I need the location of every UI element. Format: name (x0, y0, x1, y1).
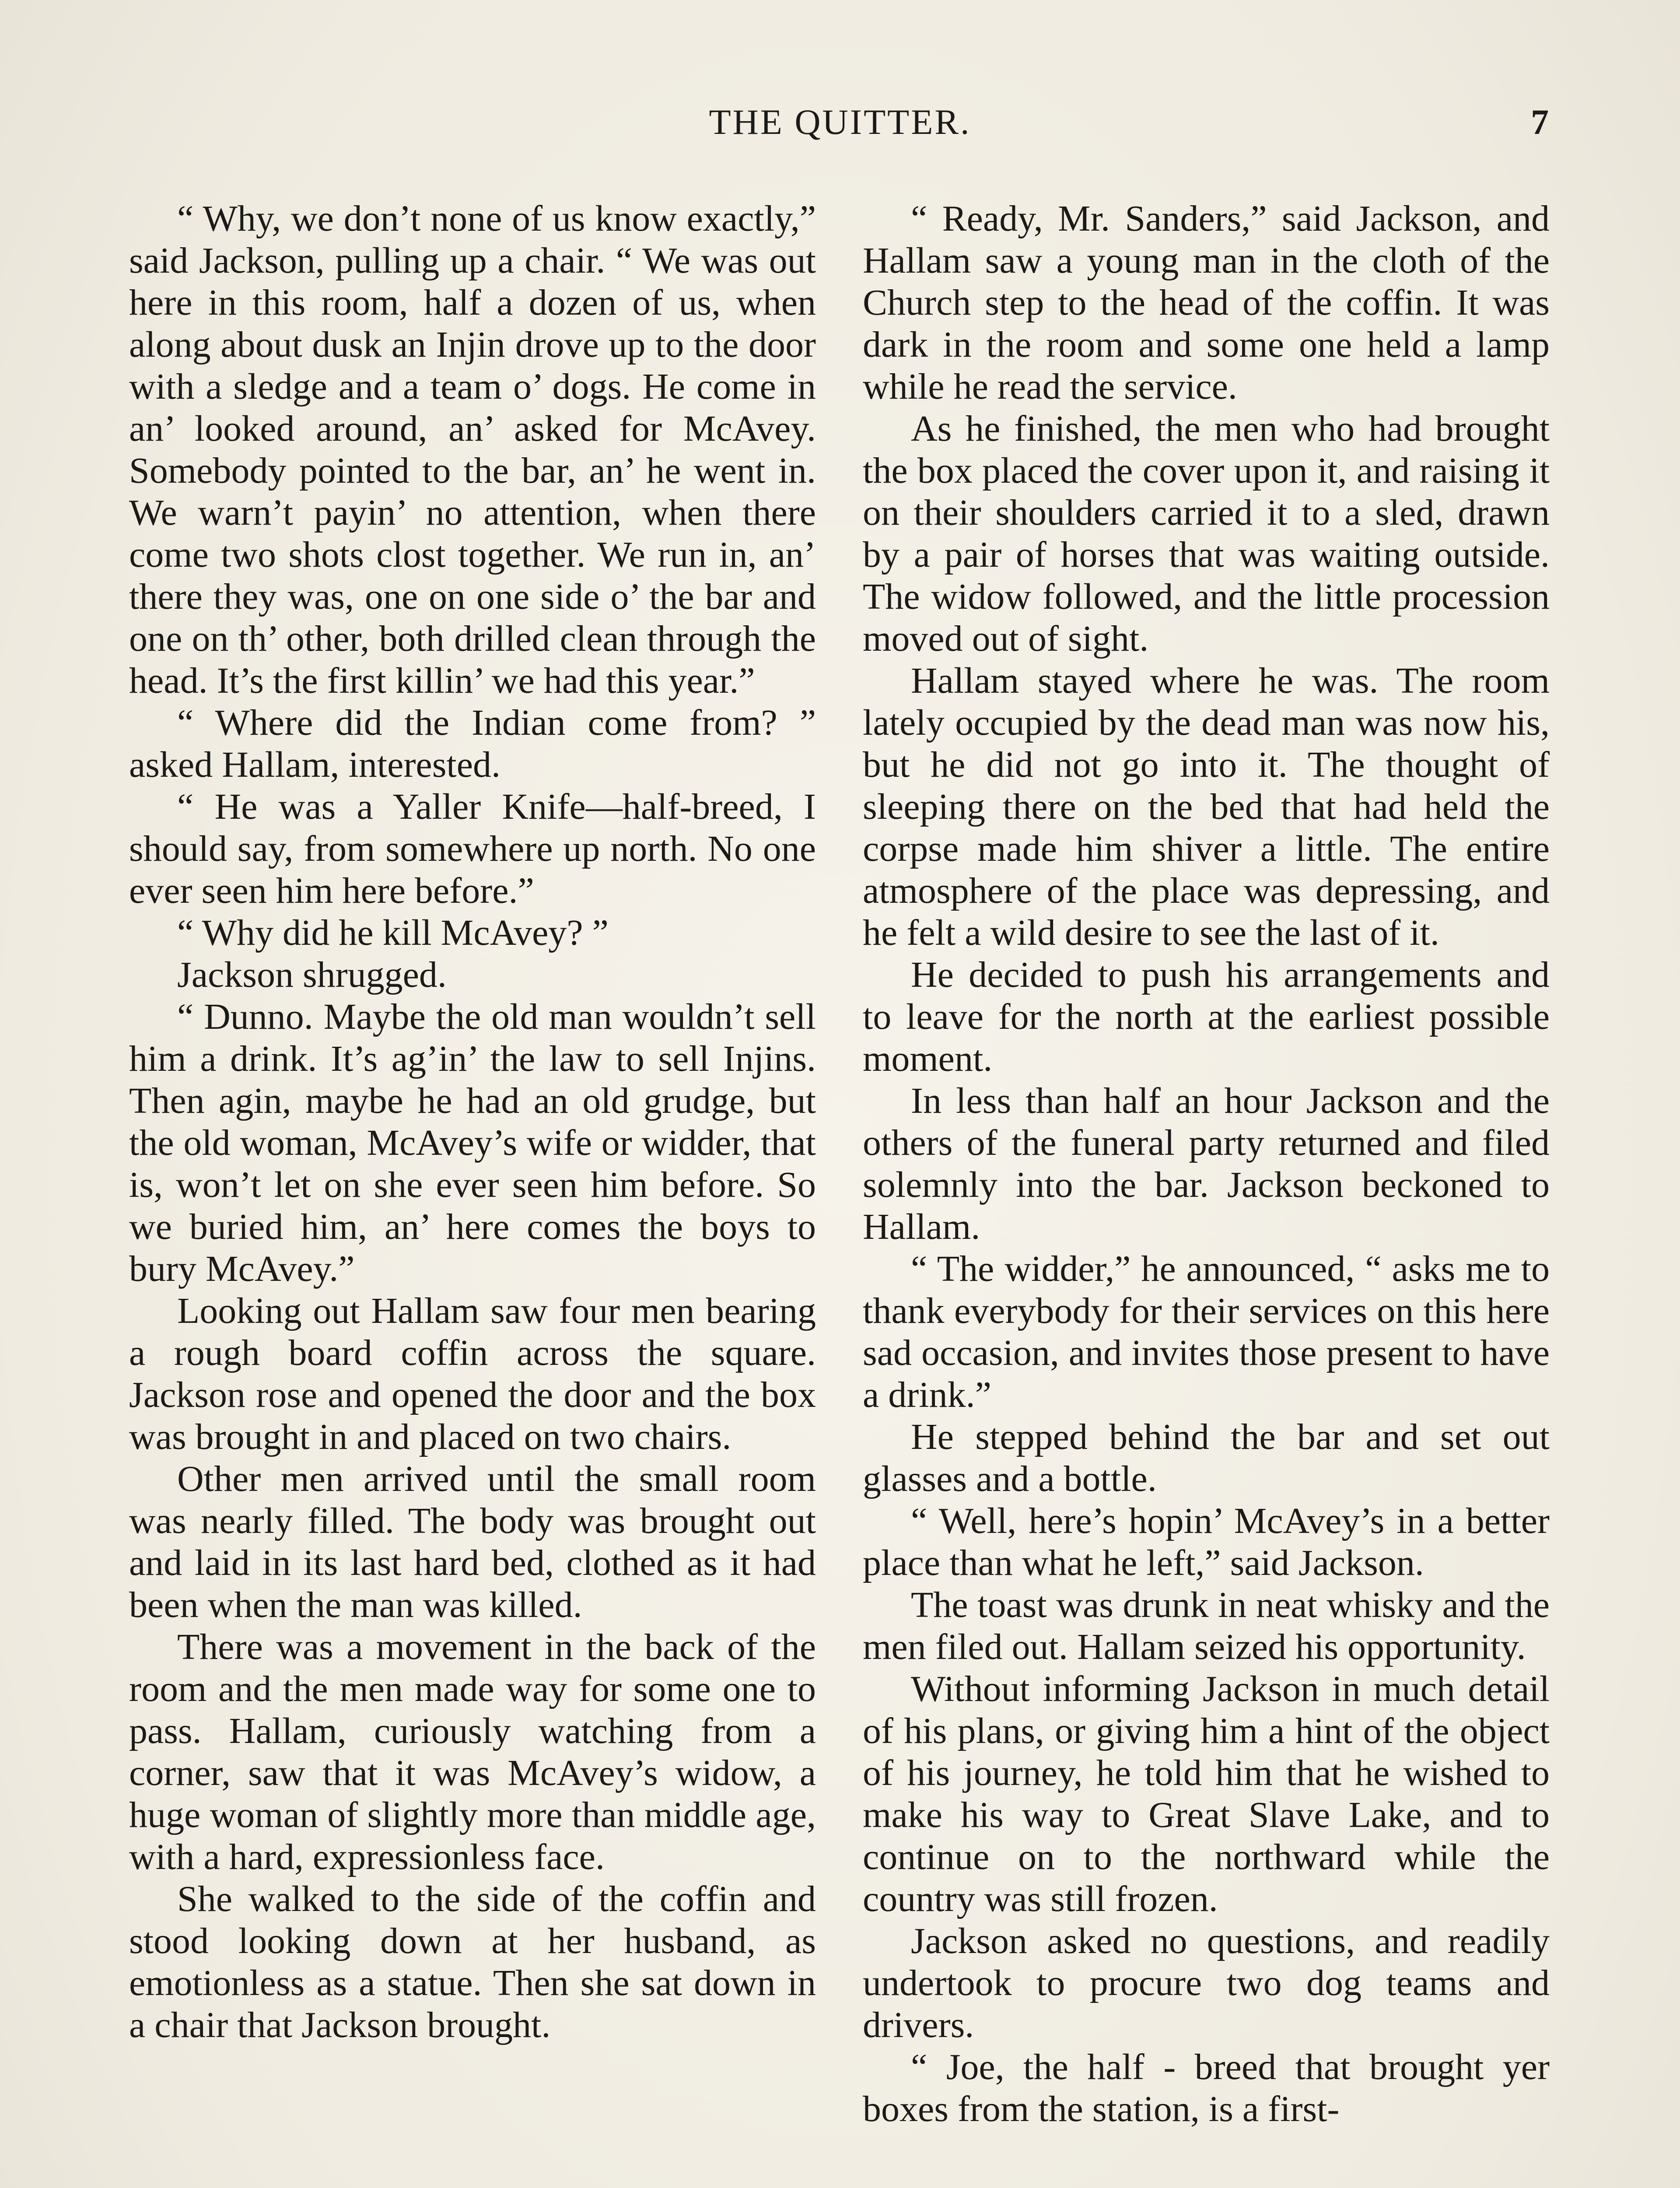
paragraph: The toast was drunk in neat whisky and the men filed out. Hallam seized his opportunity. (863, 1585, 1550, 1667)
paragraph: Jackson shrugged. (177, 954, 447, 995)
paragraph: “ Why, we don’t none of us know exactly,” said Jackson, pulling up a chair. “ We was out here in this room, half a dozen of us, when along about dusk an Injin drove up to the door with a sledge and a team o’ dogs. He come in an’ looked around, an’ asked for McAvey. Somebody pointed to the bar, an’ he went in. We warn’t payin’ no attention, when there come two shots clost together. We run in, an’ there they was, one on one side o’ the bar and one on th’ other, both drilled clean through the head. It’s the first killin’ we had this year.” (129, 198, 816, 701)
paragraph: He stepped behind the bar and set out glasses and a bottle. (863, 1417, 1550, 1499)
paragraph: “ Well, here’s hopin’ McAvey’s in a better place than what he left,” said Jackson. (863, 1501, 1550, 1583)
paragraph: Other men arrived until the small room was nearly filled. The body was brought out and laid in its last hard bed, clothed as it had been when the man was killed. (129, 1459, 816, 1625)
paragraph: As he finished, the men who had brought the box placed the cover upon it, and raising it on their shoulders carried it to a sled, drawn by a pair of horses that was waiting outside. The widow followed, and the little procession moved out of sight. (863, 408, 1550, 659)
paragraph: Hallam stayed where he was. The room lately occupied by the dead man was now his, but he did not go into it. The thought of sleeping there on the bed that had held the corpse made him shiver a little. The entire atmosphere of the place was depressing, and he felt a wild desire to see the last of it. (863, 660, 1550, 953)
paragraph: “ The widder,” he announced, “ asks me to thank everybody for their services on this here sad occasion, and invites those present to have a drink.” (863, 1248, 1550, 1415)
page-number: 7 (1531, 102, 1549, 142)
left-column (129, 198, 816, 2046)
paragraph: “ Ready, Mr. Sanders,” said Jackson, and Hallam saw a young man in the cloth of the Church step to the head of the coffin. It was dark in the room and some one held a lamp while he read the service. (863, 198, 1550, 407)
paragraph: “ Where did the Indian come from? ” asked Hallam, interested. (129, 702, 816, 785)
paragraph: She walked to the side of the coffin and stood looking down at her husband, as emotionless as a statue. Then she sat down in a chair that Jackson brought. (129, 1879, 816, 2045)
running-head: THE QUITTER. (709, 102, 971, 142)
paragraph: There was a movement in the back of the room and the men made way for some one to pass. Hallam, curiously watching from a corner, saw that it was McAvey’s widow, a huge woman of slightly more than middle age, with a hard, expressionless face. (129, 1627, 816, 1877)
paragraph: Without informing Jackson in much detail of his plans, or giving him a hint of the object of his journey, he told him that he wished to make his way to Great Slave Lake, and to continue on to the northward while the country was still frozen. (863, 1669, 1550, 1919)
paragraph: Jackson asked no questions, and readily undertook to procure two dog teams and drivers. (863, 1921, 1550, 2045)
paragraph: “ Why did he kill McAvey? ” (177, 912, 609, 953)
right-column (863, 198, 1550, 2130)
paragraph: In less than half an hour Jackson and the others of the funeral party returned and filed solemnly into the bar. Jackson beckoned to Hallam. (863, 1080, 1550, 1247)
paragraph: “ Dunno. Maybe the old man wouldn’t sell him a drink. It’s ag’in’ the law to sell Injins. Then agin, maybe he had an old grudge, but the old woman, McAvey’s wife or widder, that is, won’t let on she ever seen him before. So we buried him, an’ here comes the boys to bury McAvey.” (129, 996, 816, 1289)
paragraph: “ Joe, the half - breed that brought yer boxes from the station, is a first- (863, 2047, 1550, 2129)
paragraph: He decided to push his arrangements and to leave for the north at the earliest possible moment. (863, 954, 1550, 1079)
paragraph: “ He was a Yaller Knife—half-breed, I should say, from somewhere up north. No one ever seen him here before.” (129, 786, 816, 911)
paragraph: Looking out Hallam saw four men bearing a rough board coffin across the square. Jackson rose and opened the door and the box was brought in and placed on two chairs. (129, 1290, 816, 1457)
